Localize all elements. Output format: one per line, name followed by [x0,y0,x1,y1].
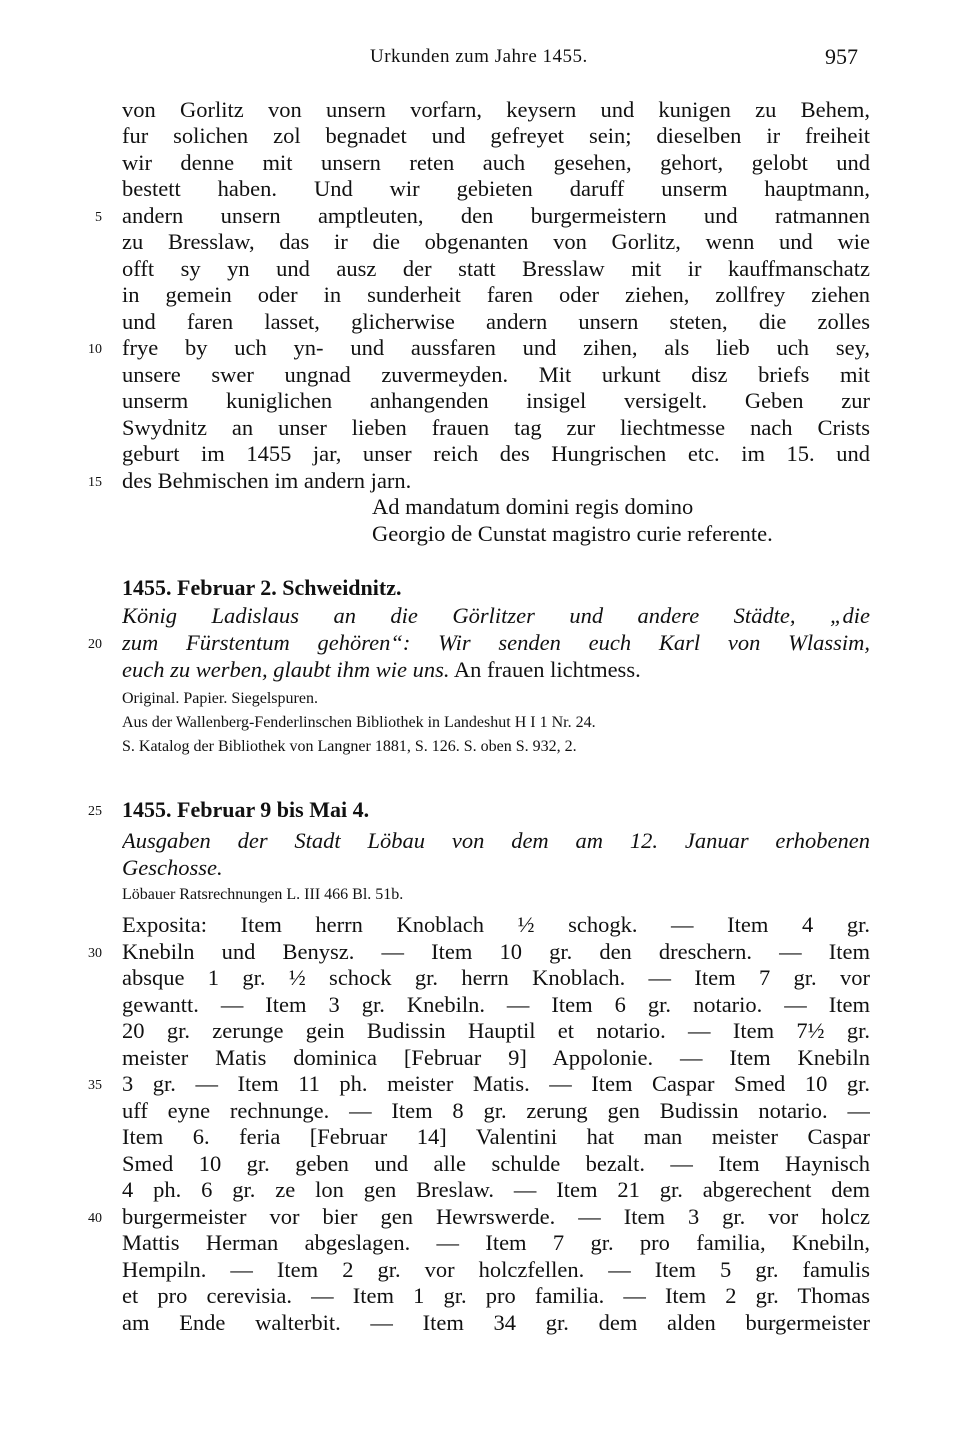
signature-line: Ad mandatum domini regis domino [372,494,694,519]
text-line: unserm kuniglichen anhangenden insigel versigelt. Geben zur [122,388,870,413]
line-number: 5 [95,210,102,225]
text-line: Smed 10 gr. geben und alle schulde bezalt. — Item Haynisch [122,1151,870,1176]
line-number: 25 [88,804,102,819]
running-header: Urkunden zum Jahre 1455. [370,46,588,67]
line-number: 10 [88,342,102,357]
text-line: 4 ph. 6 gr. ze lon gen Breslaw. — Item 21 gr. abgerechent dem [122,1177,870,1202]
source-note: Löbauer Ratsrechnungen L. III 466 Bl. 51b. [122,886,404,903]
text-line: Hempiln. — Item 2 gr. vor holczfellen. — Item 5 gr. famulis [122,1257,870,1282]
text-line: unsere swer ungnad zuvermeyden. Mit urkunt disz briefs mit [122,362,870,387]
text-line: Item 6. feria [Februar 14] Valentini hat man meister Caspar [122,1124,870,1149]
line-number: 35 [88,1078,102,1093]
text-line: andern unsern amptleuten, den burgermeistern und ratmannen [122,203,870,228]
line-number: 20 [88,637,102,652]
text-line: 3 gr. — Item 11 ph. meister Matis. — Item Caspar Smed 10 gr. [122,1071,870,1096]
text-line: geburt im 1455 jar, unser reich des Hungrischen etc. im 15. und [122,441,870,466]
text-line: frye by uch yn- und aussfaren und zihen, als lieb uch sey, [122,335,870,360]
entry-heading: 1455. Februar 2. Schweidnitz. [122,575,402,600]
text-line: bestett haben. Und wir gebieten daruff unserm hauptmann, [122,176,870,201]
text-line: Mattis Herman abgeslagen. — Item 7 gr. pro familia, Knebiln, [122,1230,870,1255]
archival-note: Aus der Wallenberg-Fenderlinschen Bibliothek in Landeshut H I 1 Nr. 24. [122,714,596,731]
text-line: offt sy yn und ausz der statt Bresslaw mit ir kauffmanschatz [122,256,870,281]
text-line: von Gorlitz von unsern vorfarn, keysern und kunigen zu Behem, [122,97,870,122]
text-line: wir denne mit unsern reten auch gesehen, gehort, gelobt und [122,150,870,175]
text-line: Knebiln und Benysz. — Item 10 gr. den dreschern. — Item [122,939,870,964]
line-number: 40 [88,1211,102,1226]
archival-note: Original. Papier. Siegelspuren. [122,690,318,707]
entry-summary-line: Geschosse. [122,855,223,880]
text-line: zu Bresslaw, das ir die obgenanten von Gorlitz, wenn und wie [122,229,870,254]
text-line: Exposita: Item herrn Knoblach ½ schogk. — Item 4 gr. [122,912,870,937]
text-line: Swydnitz an unser lieben frauen tag zur liechtmesse nach Crists [122,415,870,440]
signature-line: Georgio de Cunstat magistro curie referente. [372,521,773,546]
page-number: 957 [825,44,858,69]
entry-summary-line: zum Fürstentum gehören“: Wir senden euch Karl von Wlassim, [122,630,870,655]
text-line: meister Matis dominica [Februar 9] Appolonie. — Item Knebiln [122,1045,870,1070]
text-line: und faren lasset, glicherwise andern unsern steten, die zolles [122,309,870,334]
text-line: burgermeister vor bier gen Hewrswerde. — Item 3 gr. vor holcz [122,1204,870,1229]
text-line: absque 1 gr. ½ schock gr. herrn Knoblach. — Item 7 gr. vor [122,965,870,990]
summary-roman: An frauen lichtmess. [453,657,641,682]
text-line: uff eyne rechnunge. — Item 8 gr. zerung gen Budissin notario. — [122,1098,870,1123]
text-line: des Behmischen im andern jarn. [122,468,412,493]
text-line: am Ende walterbit. — Item 34 gr. dem alden burgermeister [122,1310,870,1335]
text-line: et pro cerevisia. — Item 1 gr. pro familia. — Item 2 gr. Thomas [122,1283,870,1308]
summary-italic: euch zu werben, glaubt ihm wie uns. [122,657,450,682]
text-line: in gemein oder in sunderheit faren oder ziehen, zollfrey ziehen [122,282,870,307]
entry-summary-line: Ausgaben der Stadt Löbau von dem am 12. Januar erhobenen [122,828,870,853]
text-line: 20 gr. zerunge gein Budissin Hauptil et notario. — Item 7½ gr. [122,1018,870,1043]
text-line: fur solichen zol begnadet und gefreyet sein; dieselben ir freiheit [122,123,870,148]
entry-summary-line [122,657,870,683]
entry-summary-line: König Ladislaus an die Görlitzer und andere Städte, „die [122,603,870,628]
line-number: 30 [88,946,102,961]
entry-heading: 1455. Februar 9 bis Mai 4. [122,797,370,822]
archival-note: S. Katalog der Bibliothek von Langner 1881, S. 126. S. oben S. 932, 2. [122,738,577,755]
text-line: gewantt. — Item 3 gr. Knebiln. — Item 6 gr. notario. — Item [122,992,870,1017]
line-number: 15 [88,475,102,490]
